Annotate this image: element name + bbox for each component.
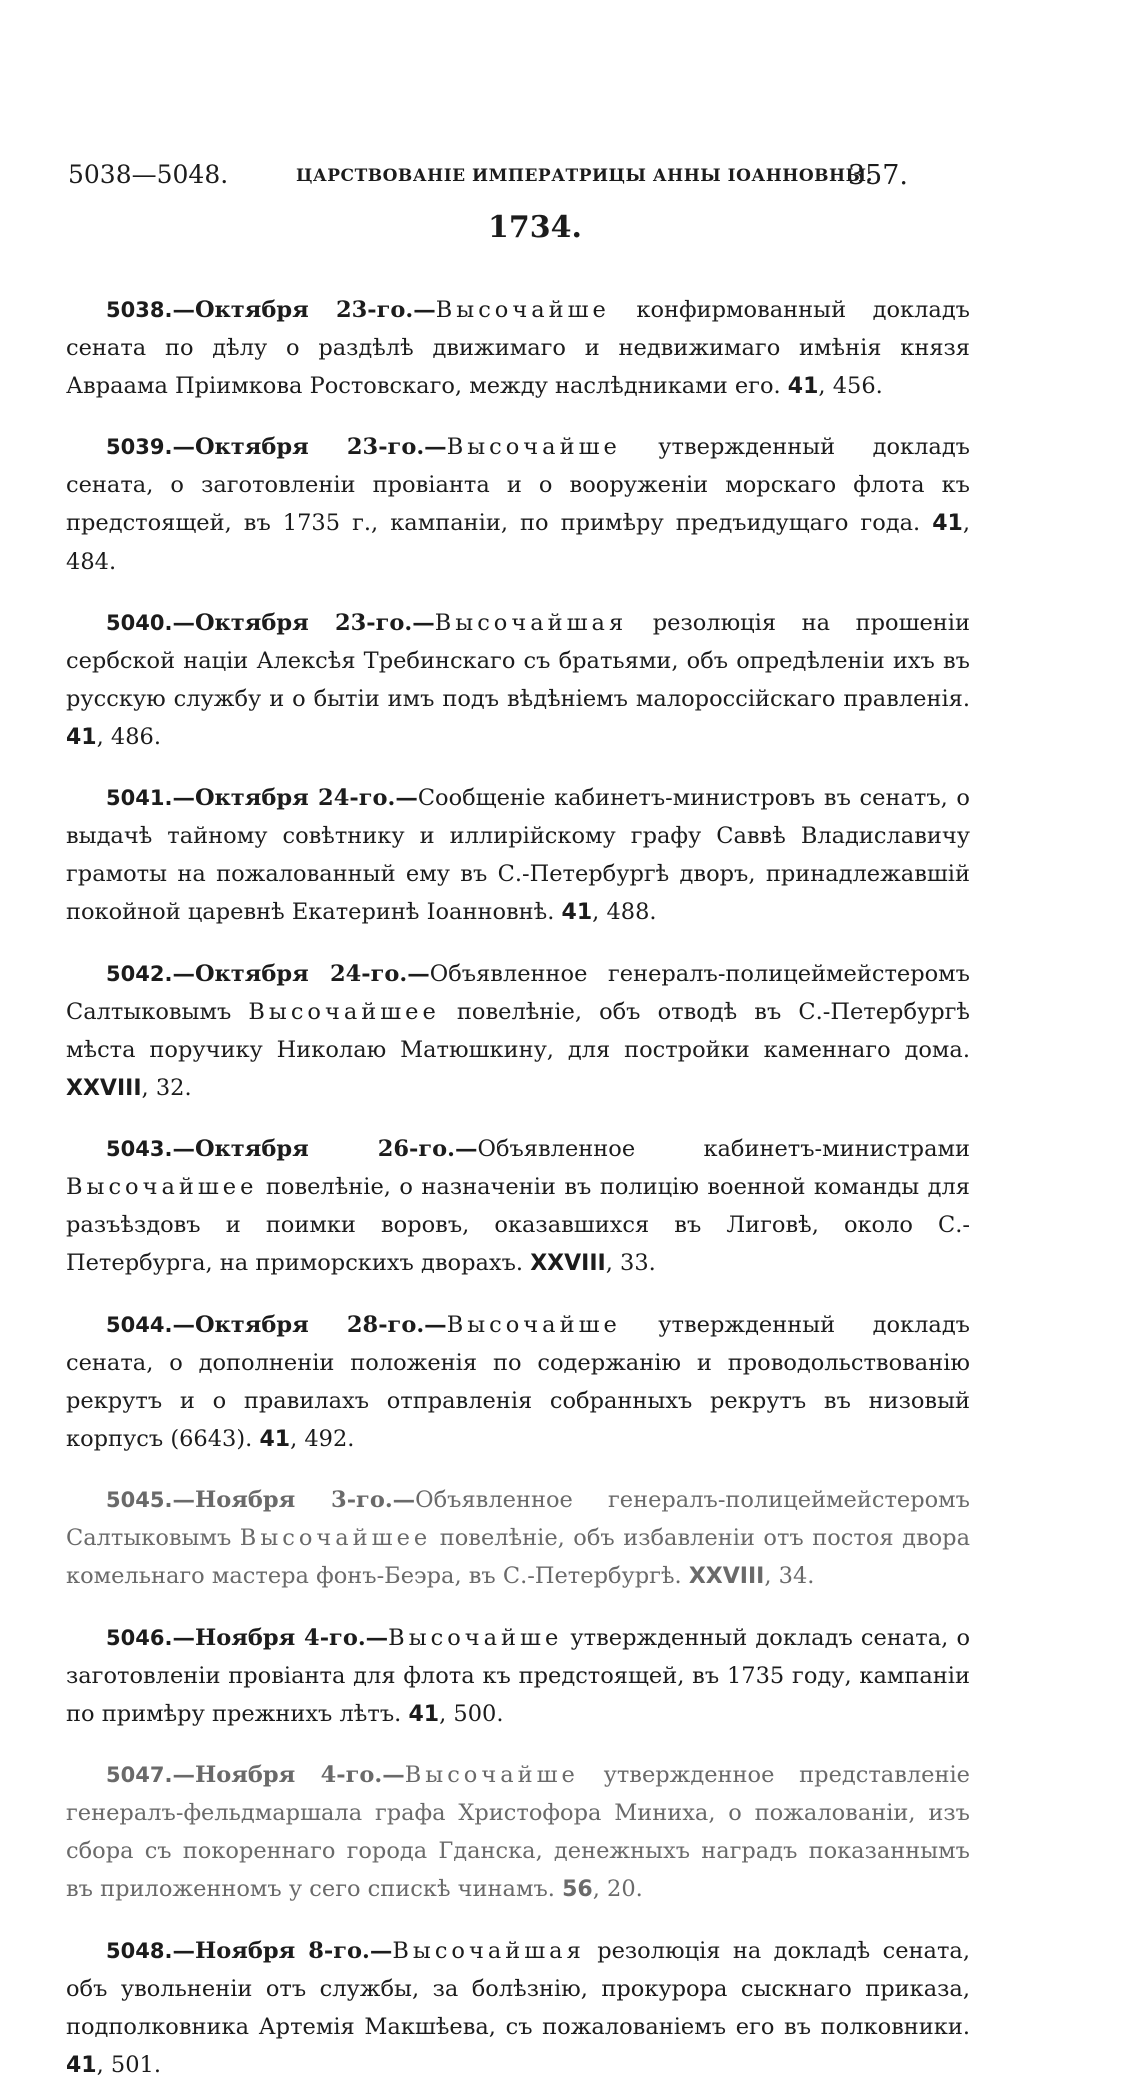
entries-list [66, 268, 970, 2099]
entry-number: 5040. [106, 610, 173, 635]
entry-volume: XXVIII [530, 1251, 606, 1276]
entry-page: , 492. [290, 1425, 355, 1452]
entry-date: —Ноября 4-го.— [172, 1624, 389, 1651]
entry-number: 5047. [106, 1763, 173, 1787]
entry-number: 5048. [106, 1938, 173, 1963]
entry-text: утвержденный докладъ сената, о дополненіи положенія по содержанію и проводольствованію рекрутъ и о правилахъ отправленія собранныхъ рекрутъ въ низовый корпусъ (6643). [66, 1311, 970, 1452]
entry-5043 [66, 1130, 970, 1283]
entry-volume: 41 [66, 2052, 97, 2078]
entry-volume: 41 [259, 1426, 291, 1452]
page-number: 357. [847, 160, 908, 191]
entry-text: повелѣніе, объ избавленіи отъ постоя двора комельнаго мастера фонъ-Беэра, въ С.-Петербургѣ. [66, 1525, 970, 1589]
entry-spaced-word: Высочайше [446, 1311, 621, 1338]
entry-spaced-word: Высочайшая [434, 609, 628, 636]
entry-spaced-word: Высочайше [435, 296, 610, 323]
entry-date: —Октября 24-го.— [172, 960, 430, 987]
entry-number: 5043. [106, 1137, 173, 1161]
entry-pre-text: Объявленное генералъ-полицеймейстеромъ Салтыковымъ [66, 960, 970, 1025]
entry-range: 5038—5048. [68, 160, 229, 189]
entry-number: 5038. [106, 297, 173, 322]
entry-5039 [66, 428, 970, 581]
entry-volume: 41 [66, 724, 97, 750]
entry-date: —Ноября 3-го.— [172, 1487, 416, 1513]
entry-text: конфирмованный докладъ сената по дѣлу о раздѣлѣ движимаго и недвижимаго имѣнія князя Авраама Пріимкова Ростовскаго, между наслѣдниками его. [66, 296, 970, 399]
entry-text: повелѣніе, о назначеніи въ полицію военной команды для разъѣздовъ и поимки воровъ, оказавшихся въ Лиговѣ, около С.-Петербурга, на приморскихъ дворахъ. [66, 1174, 970, 1276]
entry-date: —Октября 23-го.— [172, 434, 447, 460]
entry-spaced-word: Высочайшее [66, 1174, 258, 1200]
entry-text: резолюція на докладѣ сената, объ увольненіи отъ службы, за болѣзнію, прокурора сыскнаго приказа, подполковника Артемія Макшѣева, съ пожалованіемъ его въ полковники. [66, 1937, 970, 2040]
entry-page: , 34. [764, 1563, 815, 1589]
entry-page: , 456. [818, 372, 883, 399]
entry-date: —Октября 24-го.— [172, 785, 418, 811]
running-head [68, 160, 908, 194]
entry-number: 5045. [106, 1488, 173, 1512]
entry-volume: 41 [408, 1701, 440, 1727]
entry-date: —Октября 28-го.— [172, 1311, 447, 1338]
entry-spaced-word: Высочайше [388, 1624, 563, 1651]
entry-volume: 41 [561, 900, 593, 925]
entry-text: утвержденное представленіе генералъ-фельдмаршала графа Христофора Миниха, о пожалованіи, изъ сбора съ покореннаго города Гданска, денежныхъ наградъ показаннымъ въ приложенномъ у сего спискѣ чинамъ. [66, 1762, 970, 1902]
entry-volume: 41 [787, 373, 819, 399]
entry-5045 [66, 1481, 970, 1596]
running-title: ЦАРСТВОВАНІЕ ИМПЕРАТРИЦЫ АННЫ ІОАННОВНЫ. [296, 166, 873, 186]
entry-volume: 56 [562, 1877, 593, 1902]
entry-spaced-word: Высочайшее [239, 1525, 432, 1551]
entry-text: утвержденный докладъ сената, о заготовленіи провіанта для флота къ предстоящей, въ 1735 году, кампаніи по примѣру прежнихъ лѣтъ. [66, 1624, 970, 1727]
entry-page: , 486. [96, 723, 162, 750]
entry-5048 [66, 1932, 970, 2085]
entry-number: 5046. [106, 1625, 173, 1650]
entry-spaced-word: Высочайше [404, 1762, 579, 1788]
entry-page: , 484. [66, 510, 970, 575]
entry-volume: XXVIII [688, 1564, 765, 1589]
entry-page: , 488. [592, 899, 657, 925]
entry-page: , 33. [605, 1250, 656, 1276]
entry-number: 5039. [106, 435, 173, 459]
entry-volume: 41 [932, 511, 963, 536]
entry-5041 [66, 779, 970, 932]
entry-pre-text: Объявленное кабинетъ-министрами [477, 1136, 970, 1162]
entry-5042 [66, 955, 970, 1108]
entry-5046 [66, 1619, 970, 1734]
entry-spaced-word: Высочайшая [392, 1937, 585, 1964]
entry-number: 5041. [106, 786, 173, 810]
entry-pre-text: Объявленное генералъ-полицеймейстеромъ Салтыковымъ [66, 1487, 970, 1551]
entry-date: —Октября 26-го.— [172, 1136, 478, 1162]
entry-text: повелѣніе, объ отводѣ въ С.-Петербургѣ мѣста поручику Николаю Матюшкину, для постройки каменнаго дома. [66, 998, 970, 1063]
entry-page: , 32. [141, 1074, 192, 1101]
entry-number: 5044. [106, 1312, 173, 1337]
entry-page: , 501. [96, 2051, 162, 2078]
entry-date: —Октября 23-го.— [172, 296, 436, 323]
entry-5040 [66, 604, 970, 757]
entry-spaced-word: Высочайшее [248, 998, 440, 1025]
entry-date: —Ноября 4-го.— [172, 1762, 405, 1788]
entry-5044 [66, 1306, 970, 1459]
entry-volume: XXVIII [66, 1075, 142, 1101]
year-heading: 1734. [488, 210, 582, 245]
entry-date: —Ноября 8-го.— [172, 1937, 393, 1964]
entry-number: 5042. [106, 961, 173, 986]
entry-spaced-word: Высочайше [446, 434, 621, 460]
entry-text: резолюція на прошеніи сербской націи Алексѣя Требинскаго съ братьями, объ опредѣленіи ихъ въ русскую службу и о бытіи имъ подъ вѣдѣніемъ малороссійскаго правленія. [66, 609, 970, 712]
entry-5047 [66, 1756, 970, 1909]
entry-page: , 20. [592, 1876, 643, 1902]
entry-date: —Октября 23-го.— [172, 609, 435, 636]
entry-page: , 500. [439, 1700, 504, 1727]
entry-5038 [66, 291, 970, 406]
entry-text: Сообщеніе кабинетъ-министровъ въ сенатъ, о выдачѣ тайному совѣтнику и иллирійскому графу Саввѣ Владиславичу грамоты на пожалованный ему въ С.-Петербургѣ дворъ, принадлежавшій покойной царевнѣ Екатеринѣ Іоанновнѣ. [66, 785, 970, 925]
entry-text: утвержденный докладъ сената, о заготовленіи провіанта и о вооруженіи морскаго флота къ предстоящей, въ 1735 г., кампаніи, по примѣру предъидущаго года. [66, 434, 970, 536]
